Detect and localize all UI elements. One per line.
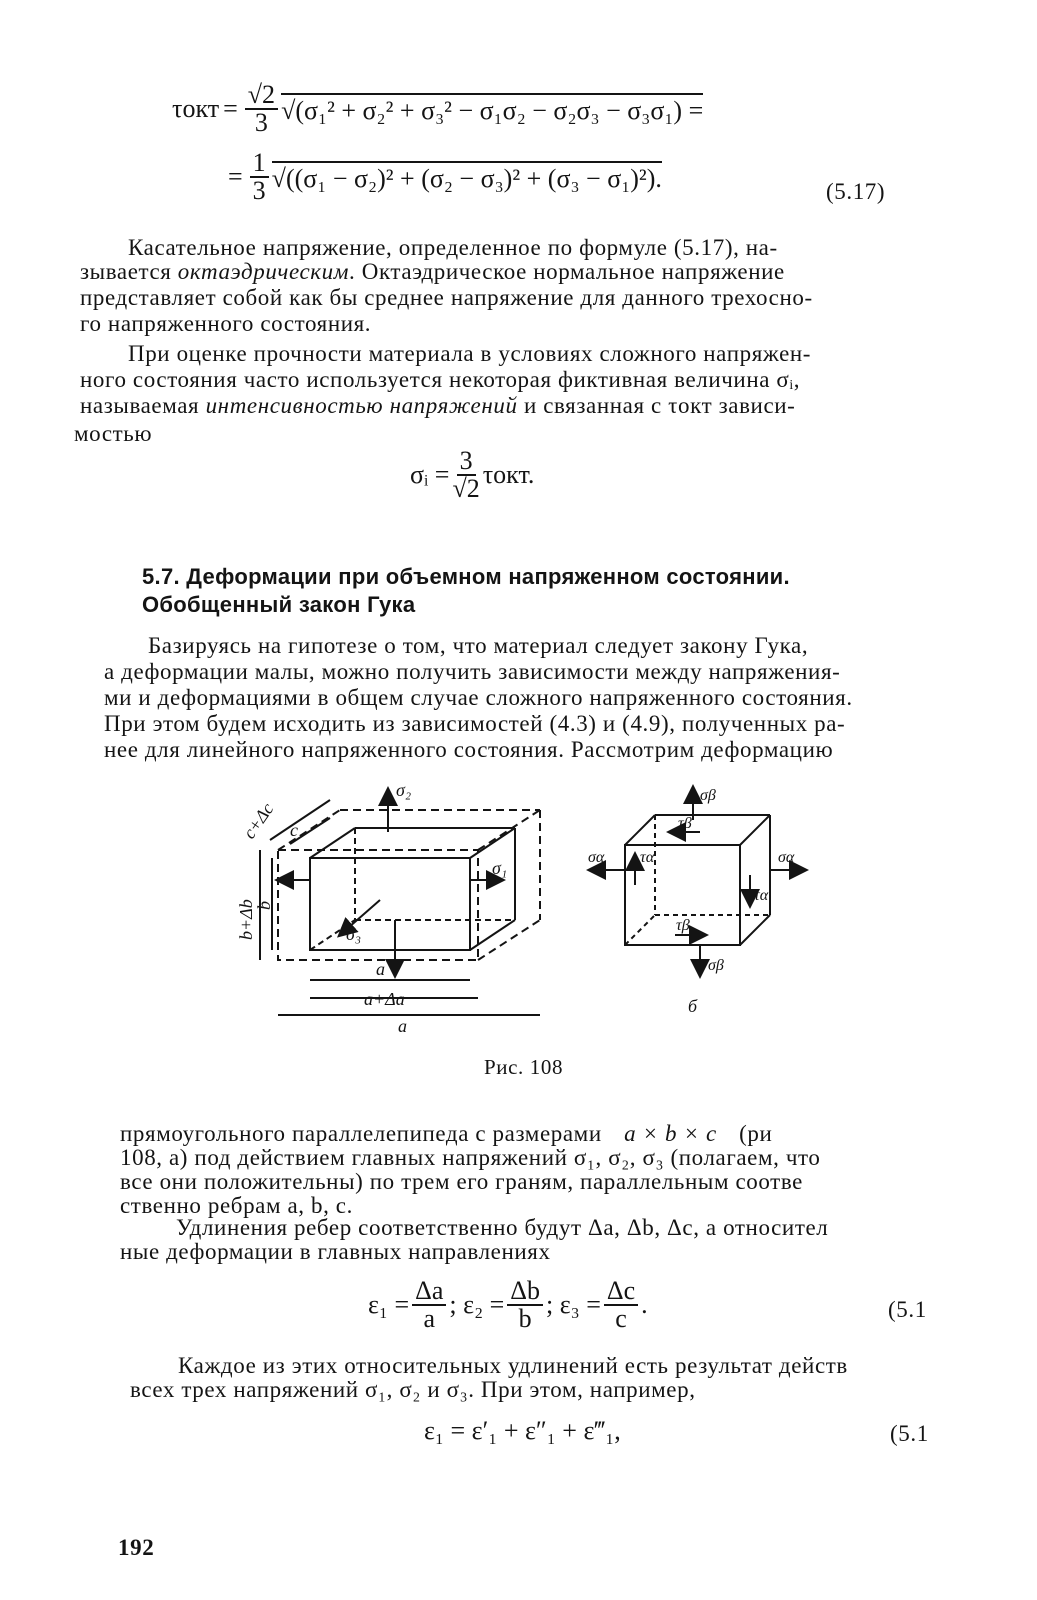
figure-108 <box>230 770 830 1060</box>
label-sigma-beta-bottom: σβ <box>708 957 724 974</box>
label-sigma-alpha-right: σα <box>778 849 795 866</box>
label-sigma2: σ₂ <box>396 780 412 800</box>
figure-right-cube <box>590 788 805 975</box>
term-stress-intensity: интенсивностью напряжений <box>205 393 518 418</box>
label-a-plus-da: a+Δa <box>364 989 405 1009</box>
formula-sigma-i: σᵢ = $\frac{3}{√2}$ τокт. <box>410 446 535 503</box>
dimensions-math: a × b × c <box>624 1121 717 1146</box>
para2-line2: ного состояния часто используется некоторая фиктивная величина σᵢ, <box>80 367 801 392</box>
section-title-line1: 5.7. Деформации при объемном напряженном состоянии. <box>142 564 790 589</box>
label-sub-b: б <box>688 996 698 1016</box>
para4-line2: 108, а) под действием главных напряжений σ₁, σ₂, σ₃ (полагаем, что <box>120 1145 821 1170</box>
para1-line1: Касательное напряжение, определенное по формуле (5.17), на- <box>128 235 778 260</box>
para2-line1: При оценке прочности материала в условиях сложного напряжен- <box>128 341 812 366</box>
page-number: 192 <box>118 1535 155 1560</box>
label-sigma-beta-top: σβ <box>700 787 716 804</box>
formula-epsilon: ε₁ = $\frac{\Delta a}{a}$ ; ε₂ = $\frac{\Delta b}{b}$ ; ε₃ = $\frac{\Delta c}{c}$ . <box>368 1276 648 1333</box>
para6-line1: Каждое из этих относительных удлинений есть результат действ <box>178 1353 848 1378</box>
label-tau-beta-bottom: τβ <box>676 917 690 934</box>
formula-5-17-line1: τокт = $\frac{√2}{3}$ √(σ₁² + σ₂² + σ₃² − σ₁σ₂ − σ₂σ₃ − σ₃σ₁) = <box>172 80 704 137</box>
para4-line1: прямоугольного параллелепипеда с размерами a × b × c (ри <box>120 1121 773 1146</box>
label-sub-a: а <box>398 1016 407 1036</box>
para2-line4: мостью <box>74 421 153 446</box>
equation-number-5-17: (5.17) <box>826 179 886 204</box>
label-tau-alpha-left: τα <box>640 849 655 866</box>
para1-line4: го напряженного состояния. <box>80 311 372 336</box>
equation-number-5-19: (5.1 <box>890 1421 929 1446</box>
label-c-plus-dc: c+Δc <box>238 799 278 843</box>
para3-line4: При этом будем исходить из зависимостей (4.3) и (4.9), полученных ра- <box>104 711 846 736</box>
para3-line2: а деформации малы, можно получить зависимости между напряжения- <box>104 659 841 684</box>
label-sigma1: σ₁ <box>492 858 508 878</box>
formula-sum: ε₁ = ε′₁ + ε″₁ + ε‴₁, <box>424 1416 621 1445</box>
label-c: c <box>290 820 298 840</box>
label-sigma-alpha-left: σα <box>588 849 605 866</box>
label-a: a <box>376 959 385 979</box>
para5-line2: ные деформации в главных направлениях <box>120 1239 551 1264</box>
coef-sqrt2-over-3: $\frac{√2}{3}$ <box>245 82 278 136</box>
formula-radical-1: √(σ₁² + σ₂² + σ₃² − σ₁σ₂ − σ₂σ₃ − σ₃σ₁) = <box>281 93 703 126</box>
label-b-plus-db: b+Δb <box>236 899 256 940</box>
para3-line3: ми и деформациями в общем случае сложного напряженного состояния. <box>104 685 853 710</box>
formula-radical-2: √((σ₁ − σ₂)² + (σ₂ − σ₃)² + (σ₃ − σ₁)²). <box>272 161 662 194</box>
para5-line1: Удлинения ребер соответственно будут Δa, Δb, Δc, а относител <box>176 1215 829 1240</box>
para1-line3: представляет собой как бы среднее напряжение для данного трехосно- <box>80 285 813 310</box>
coef-1-over-3: $\frac{1}{3}$ <box>250 150 269 204</box>
formula-5-17-line2: = $\frac{1}{3}$ √((σ₁ − σ₂)² + (σ₂ − σ₃)² + (σ₃ − σ₁)²). <box>228 148 662 205</box>
para3-line1: Базируясь на гипотезе о том, что материал следует закону Гука, <box>148 633 809 658</box>
label-tau-alpha-right: τα <box>754 887 769 904</box>
figure-caption: Рис. 108 <box>484 1055 564 1079</box>
figure-left-parallelepiped <box>260 790 540 1015</box>
para6-line2: всех трех напряжений σ₁, σ₂ и σ₃. При этом, например, <box>130 1377 696 1402</box>
formula-lhs: τокт <box>172 94 220 123</box>
label-tau-beta-top: τβ <box>678 815 692 832</box>
para4-line3: все они положительны) по трем его граням, параллельным соотве <box>120 1169 803 1194</box>
section-title-line2: Обобщенный закон Гука <box>142 592 416 617</box>
para1-line2: зывается октаэдрическим. Октаэдрическое нормальное напряжение <box>80 259 785 284</box>
term-octahedral: октаэдрическим <box>177 259 350 284</box>
equation-number-5-18: (5.1 <box>888 1297 927 1322</box>
para4-line4: ственно ребрам a, b, c. <box>120 1193 353 1218</box>
label-sigma3: σ₃ <box>346 924 362 944</box>
label-b: b <box>254 901 274 910</box>
para2-line3: называемая интенсивностью напряжений и связанная с τокт зависи- <box>80 393 796 418</box>
para3-line5: нее для линейного напряженного состояния. Рассмотрим деформацию <box>104 737 834 762</box>
